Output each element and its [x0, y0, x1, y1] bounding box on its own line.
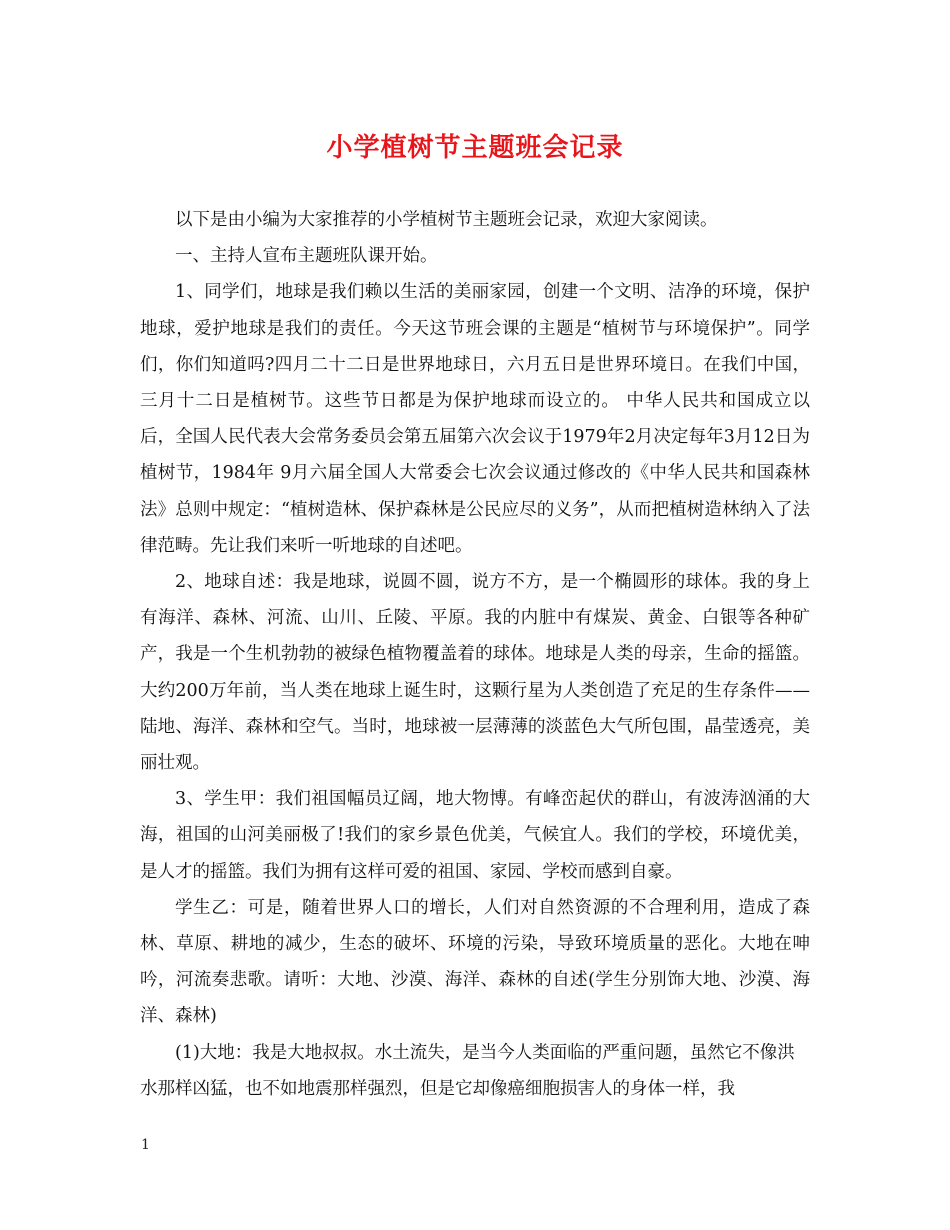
paragraph-section-1: 一、主持人宣布主题班队课开始。 [175, 246, 438, 267]
paragraph-student-b: 学生乙：可是，随着世界人口的增长，人们对自然资源的不合理利用，造成了森林、草原、耕地的减少，生态的破坏、环境的污染，导致环境质量的恶化。大地在呻吟，河流奏悲歌。请听：大地、沙漠、海洋、森林的自述(学生分别饰大地、沙漠、海洋、森林) [140, 897, 810, 1027]
document-title: 小学植树节主题班会记录 [326, 133, 624, 163]
paragraph-item-3: 3、学生甲：我们祖国幅员辽阔，地大物博。有峰峦起伏的群山，有波涛汹涌的大海，祖国的山河美丽极了!我们的家乡景色优美，气候宜人。我们的学校，环境优美，是人才的摇篮。我们为拥有这样可爱的祖国、家园、学校而感到自豪。 [140, 789, 810, 882]
paragraph-item-2: 2、地球自述：我是地球，说圆不圆，说方不方，是一个椭圆形的球体。我的身上有海洋、森林、河流、山川、丘陵、平原。我的内脏中有煤炭、黄金、白银等各种矿产，我是一个生机勃勃的被绿色植物覆盖着的球体。地球是人类的母亲，生命的摇篮。大约200万年前，当人类在地球上诞生时，这颗行星为人类创造了充足的生存条件——陆地、海洋、森林和空气。当时，地球被一层薄薄的淡蓝色大气所包围，晶莹透亮，美丽壮观。 [140, 572, 810, 774]
document-body [140, 202, 810, 1107]
paragraph-earth-speech: (1)大地：我是大地叔叔。水土流失，是当今人类面临的严重问题，虽然它不像洪水那样凶猛，也不如地震那样强烈，但是它却像癌细胞损害人的身体一样，我 [140, 1042, 795, 1099]
paragraph-item-1: 1、同学们，地球是我们赖以生活的美丽家园，创建一个文明、洁净的环境，保护地球，爱护地球是我们的责任。今天这节班会课的主题是“植树节与环境保护”。同学们，你们知道吗?四月二十二日是世界地球日，六月五日是世界环境日。在我们中国，三月十二日是植树节。这些节日都是为保护地球而设立的。 中华人民共和国成立以后，全国人民代表大会常务委员会第五届第六次会议于1979年2月决定每年3月12日为植树节，1984年 9月六届全国人大常委会七次会议通过修改的《中华人民共和国森林法》总则中规定：“植树造林、保护森林是公民应尽的义务”，从而把植树造林纳入了法律范畴。先让我们来听一听地球的自述吧。 [140, 282, 810, 556]
page-number: 1 [141, 1137, 150, 1153]
paragraph-intro: 以下是由小编为大家推荐的小学植树节主题班会记录，欢迎大家阅读。 [175, 210, 718, 230]
